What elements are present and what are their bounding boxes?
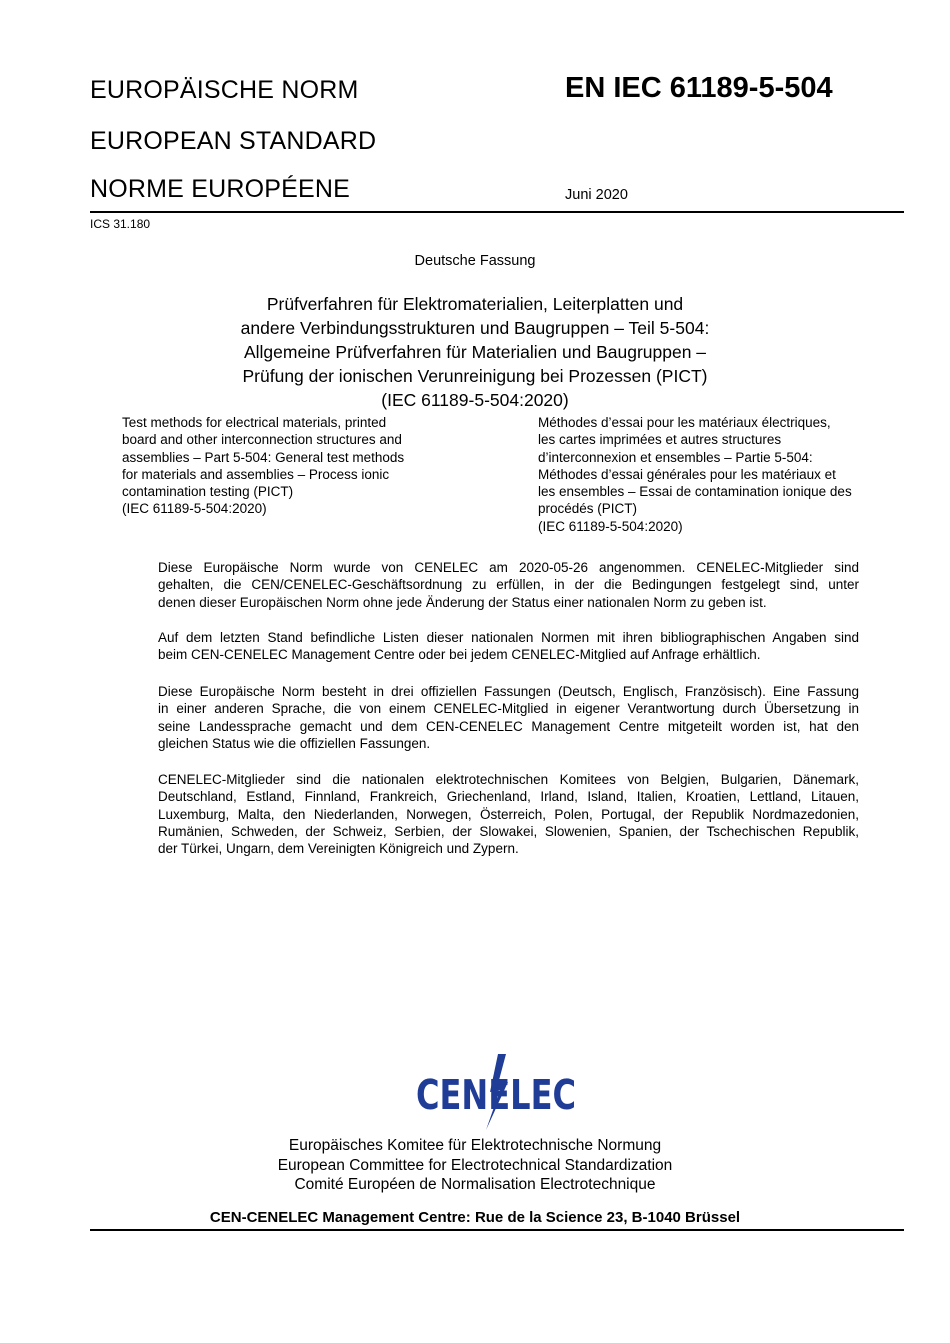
title-fr-line: les cartes imprimées et autres structures	[538, 432, 782, 448]
header-rule	[90, 211, 904, 213]
title-en-line: contamination testing (PICT)	[122, 484, 294, 500]
paragraph-lists	[158, 629, 859, 664]
paragraph-line: Rumänien, Schweden, der Schweiz, Serbien, der Slowakei, Slowenien, Spanien, der Tschechischen Republik,	[158, 823, 859, 839]
version-label: Deutsche Fassung	[414, 253, 536, 269]
paragraph-line: Diese Europäische Norm wurde von CENELEC am 2020-05-26 angenommen. CENELEC-Mitglieder sind	[158, 560, 859, 575]
cenelec-logo-graphic	[414, 1052, 584, 1132]
title-line: Prüfung der ionischen Verunreinigung bei Prozessen (PICT)	[242, 366, 708, 386]
paragraph-line: seine Landessprache gemacht und dem CEN-CENELEC Management Centre mitgeteilt worden ist, hat den	[158, 718, 859, 734]
header-title-de: EUROPÄISCHE NORM	[90, 76, 359, 104]
standard-number: EN IEC 61189-5-504	[565, 72, 833, 104]
title-line: Allgemeine Prüfverfahren für Materialien und Baugruppen –	[243, 342, 707, 362]
logo-text: CENELEC	[416, 1071, 576, 1119]
title-en-line: (IEC 61189-5-504:2020)	[122, 501, 267, 517]
paragraph-line: der Türkei, Ungarn, dem Vereinigten Königreich und Zypern.	[158, 841, 519, 857]
paragraph-line: Deutschland, Estland, Finnland, Frankreich, Griechenland, Irland, Island, Italien, Kroatien, Lettland, Litauen,	[158, 789, 859, 805]
footer-rule	[90, 1229, 904, 1231]
paragraph-adoption	[158, 559, 859, 611]
title-line: (IEC 61189-5-504:2020)	[381, 390, 569, 410]
title-en-line: for materials and assemblies – Process ionic	[122, 466, 390, 482]
title-fr-line: Méthodes d’essai générales pour les matériaux et	[538, 466, 836, 482]
paragraph-line: Auf dem letzten Stand befindliche Listen dieser nationalen Normen mit ihren bibliographischen Angaben sind	[158, 630, 859, 645]
paragraph-line: Diese Europäische Norm besteht in drei offiziellen Fassungen (Deutsch, Englisch, Französisch). Eine Fassung	[158, 684, 859, 699]
title-fr-line: (IEC 61189-5-504:2020)	[538, 518, 683, 534]
organization-names	[0, 1136, 950, 1195]
cenelec-logo	[414, 1052, 584, 1132]
publication-date: Juni 2020	[565, 187, 628, 203]
title-en	[122, 414, 452, 518]
paragraph-line: CENELEC-Mitglieder sind die nationalen elektrotechnischen Komitees von Belgien, Bulgarien, Dänemark,	[158, 772, 859, 787]
title-line: Prüfverfahren für Elektromaterialien, Leiterplatten und	[266, 294, 684, 314]
paragraph-line: gleichen Status wie die offiziellen Fassungen.	[158, 735, 431, 751]
ics-code: ICS 31.180	[90, 217, 151, 231]
paragraph-members	[158, 771, 859, 857]
paragraph-versions	[158, 683, 859, 752]
management-centre-address: CEN-CENELEC Management Centre: Rue de la Science 23, B-1040 Brüssel	[209, 1209, 741, 1226]
title-de	[150, 292, 800, 412]
title-en-line: Test methods for electrical materials, printed	[122, 415, 387, 430]
organization-name-fr: Comité Européen de Normalisation Electrotechnique	[294, 1176, 656, 1193]
paragraph-line: in einer anderen Sprache, die von einem CENELEC-Mitglied in eigener Verantwortung durch Übersetzung in	[158, 701, 859, 717]
organization-name-en: European Committee for Electrotechnical Standardization	[277, 1156, 673, 1174]
title-en-line: assemblies – Part 5-504: General test methods	[122, 449, 405, 465]
header-title-fr: NORME EUROPÉENE	[90, 175, 350, 203]
title-en-line: board and other interconnection structures and	[122, 432, 402, 448]
paragraph-line: beim CEN-CENELEC Management Centre oder bei jedem CENELEC-Mitglied auf Anfrage erhältlich.	[158, 647, 761, 663]
title-fr	[538, 414, 898, 535]
organization-name-de: Europäisches Komitee für Elektrotechnische Normung	[288, 1137, 662, 1154]
title-fr-line: Méthodes d’essai pour les matériaux électriques,	[538, 415, 831, 430]
title-line: andere Verbindungsstrukturen und Baugruppen – Teil 5-504:	[240, 318, 710, 338]
title-fr-line: les ensembles – Essai de contamination ionique des	[538, 484, 852, 500]
title-fr-line: d’interconnexion et ensembles – Partie 5-504:	[538, 449, 813, 465]
header-title-en: EUROPEAN STANDARD	[90, 127, 377, 155]
title-fr-line: procédés (PICT)	[538, 501, 638, 517]
paragraph-line: denen dieser Europäischen Norm ohne jede Änderung der Status einer nationalen Norm zu geben ist.	[158, 594, 767, 610]
paragraph-line: Luxemburg, Malta, den Niederlanden, Norwegen, Österreich, Polen, Portugal, der Republik Nordmazedonien,	[158, 806, 859, 822]
paragraph-line: gehalten, die CEN/CENELEC-Geschäftsordnung zu erfüllen, in der die Bedingungen festgelegt sind, unter	[158, 577, 859, 593]
